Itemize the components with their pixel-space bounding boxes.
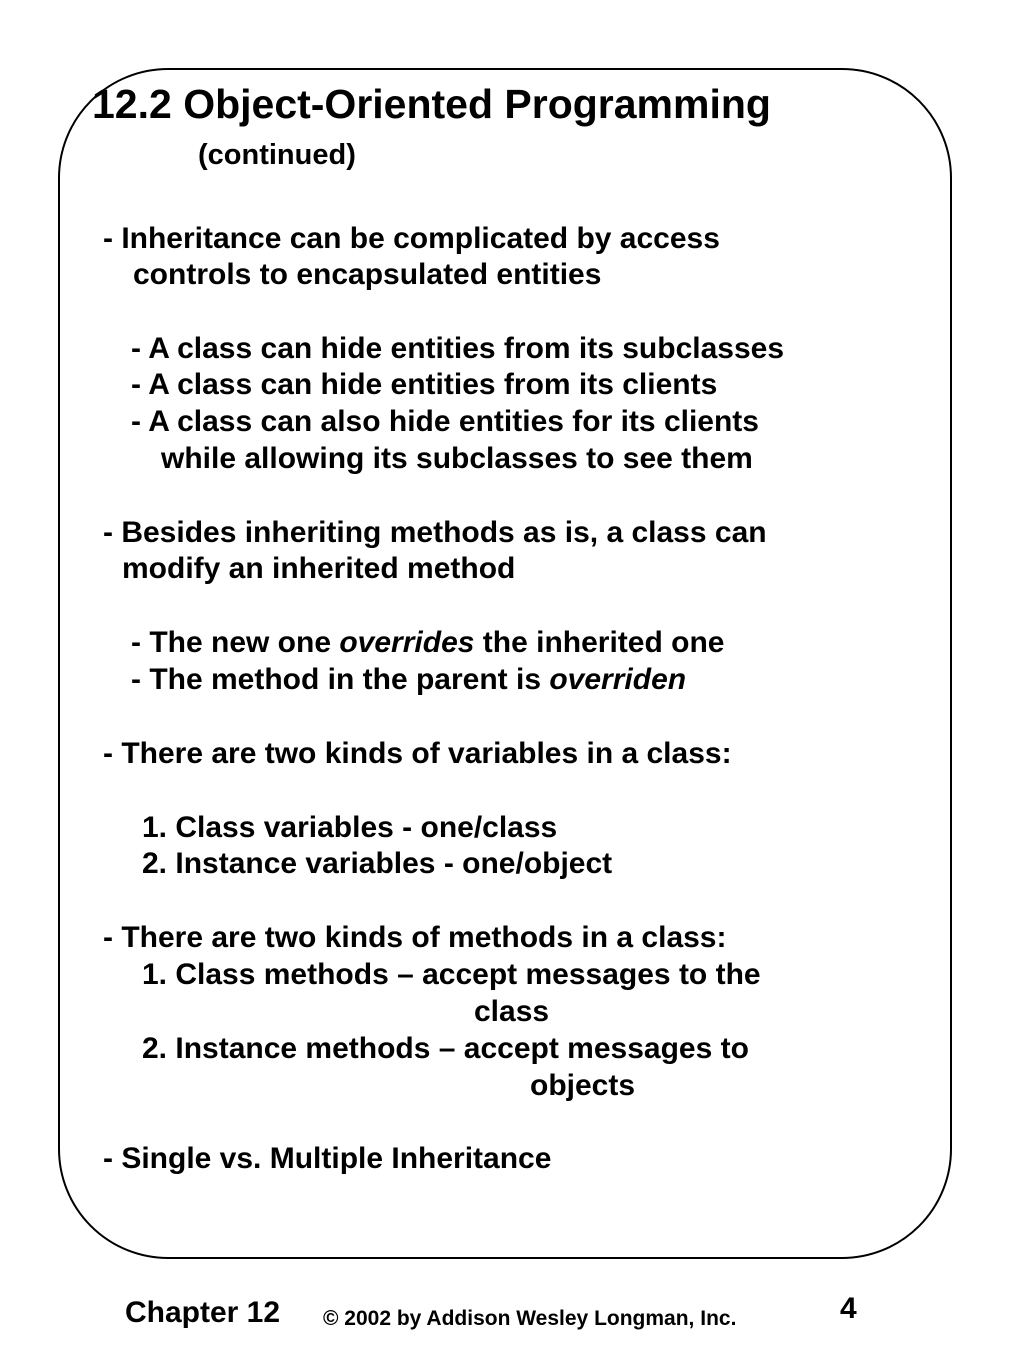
- footer-chapter: Chapter 12: [125, 1296, 281, 1329]
- overrides-pre-text: - The new one: [131, 626, 340, 659]
- list-item-class-variables: 1. Class variables - one/class: [142, 811, 558, 844]
- overrides-post-text: the inherited one: [474, 626, 725, 659]
- footer-copyright: © 2002 by Addison Wesley Longman, Inc.: [323, 1307, 737, 1330]
- bullet-single-vs-multiple: - Single vs. Multiple Inheritance: [103, 1142, 552, 1175]
- overriden-pre-text: - The method in the parent is: [131, 663, 550, 696]
- bullet-modify-method: - Besides inheriting methods as is, a class can: [103, 516, 767, 549]
- bullet-inheritance-access-cont: controls to encapsulated entities: [133, 258, 602, 291]
- list-item-class-methods-cont: class: [474, 995, 550, 1028]
- slide-title: 12.2 Object-Oriented Programming: [92, 81, 771, 127]
- list-item-class-methods: 1. Class methods – accept messages to the: [142, 958, 761, 991]
- sub-bullet-hide-clients: - A class can hide entities from its clients: [131, 368, 718, 401]
- list-item-instance-variables: 2. Instance variables - one/object: [142, 847, 613, 880]
- sub-bullet-overriden: [131, 665, 686, 695]
- overrides-emphasis: overrides: [339, 626, 475, 659]
- page-number: 4: [840, 1292, 857, 1325]
- overriden-emphasis: overriden: [549, 663, 687, 696]
- bullet-method-kinds: - There are two kinds of methods in a class:: [103, 921, 727, 954]
- bullet-inheritance-access: - Inheritance can be complicated by access: [103, 222, 720, 255]
- sub-bullet-hide-for-clients-cont: while allowing its subclasses to see them: [161, 442, 753, 475]
- slide-subtitle: (continued): [198, 139, 356, 171]
- list-item-instance-methods-cont: objects: [530, 1069, 636, 1102]
- bullet-variable-kinds: - There are two kinds of variables in a class:: [103, 737, 732, 770]
- sub-bullet-hide-subclasses: - A class can hide entities from its subclasses: [131, 332, 785, 365]
- sub-bullet-overrides: [131, 628, 724, 658]
- list-item-instance-methods: 2. Instance methods – accept messages to: [142, 1032, 749, 1065]
- bullet-modify-method-cont: modify an inherited method: [122, 552, 516, 585]
- sub-bullet-hide-for-clients: - A class can also hide entities for its clients: [131, 405, 759, 438]
